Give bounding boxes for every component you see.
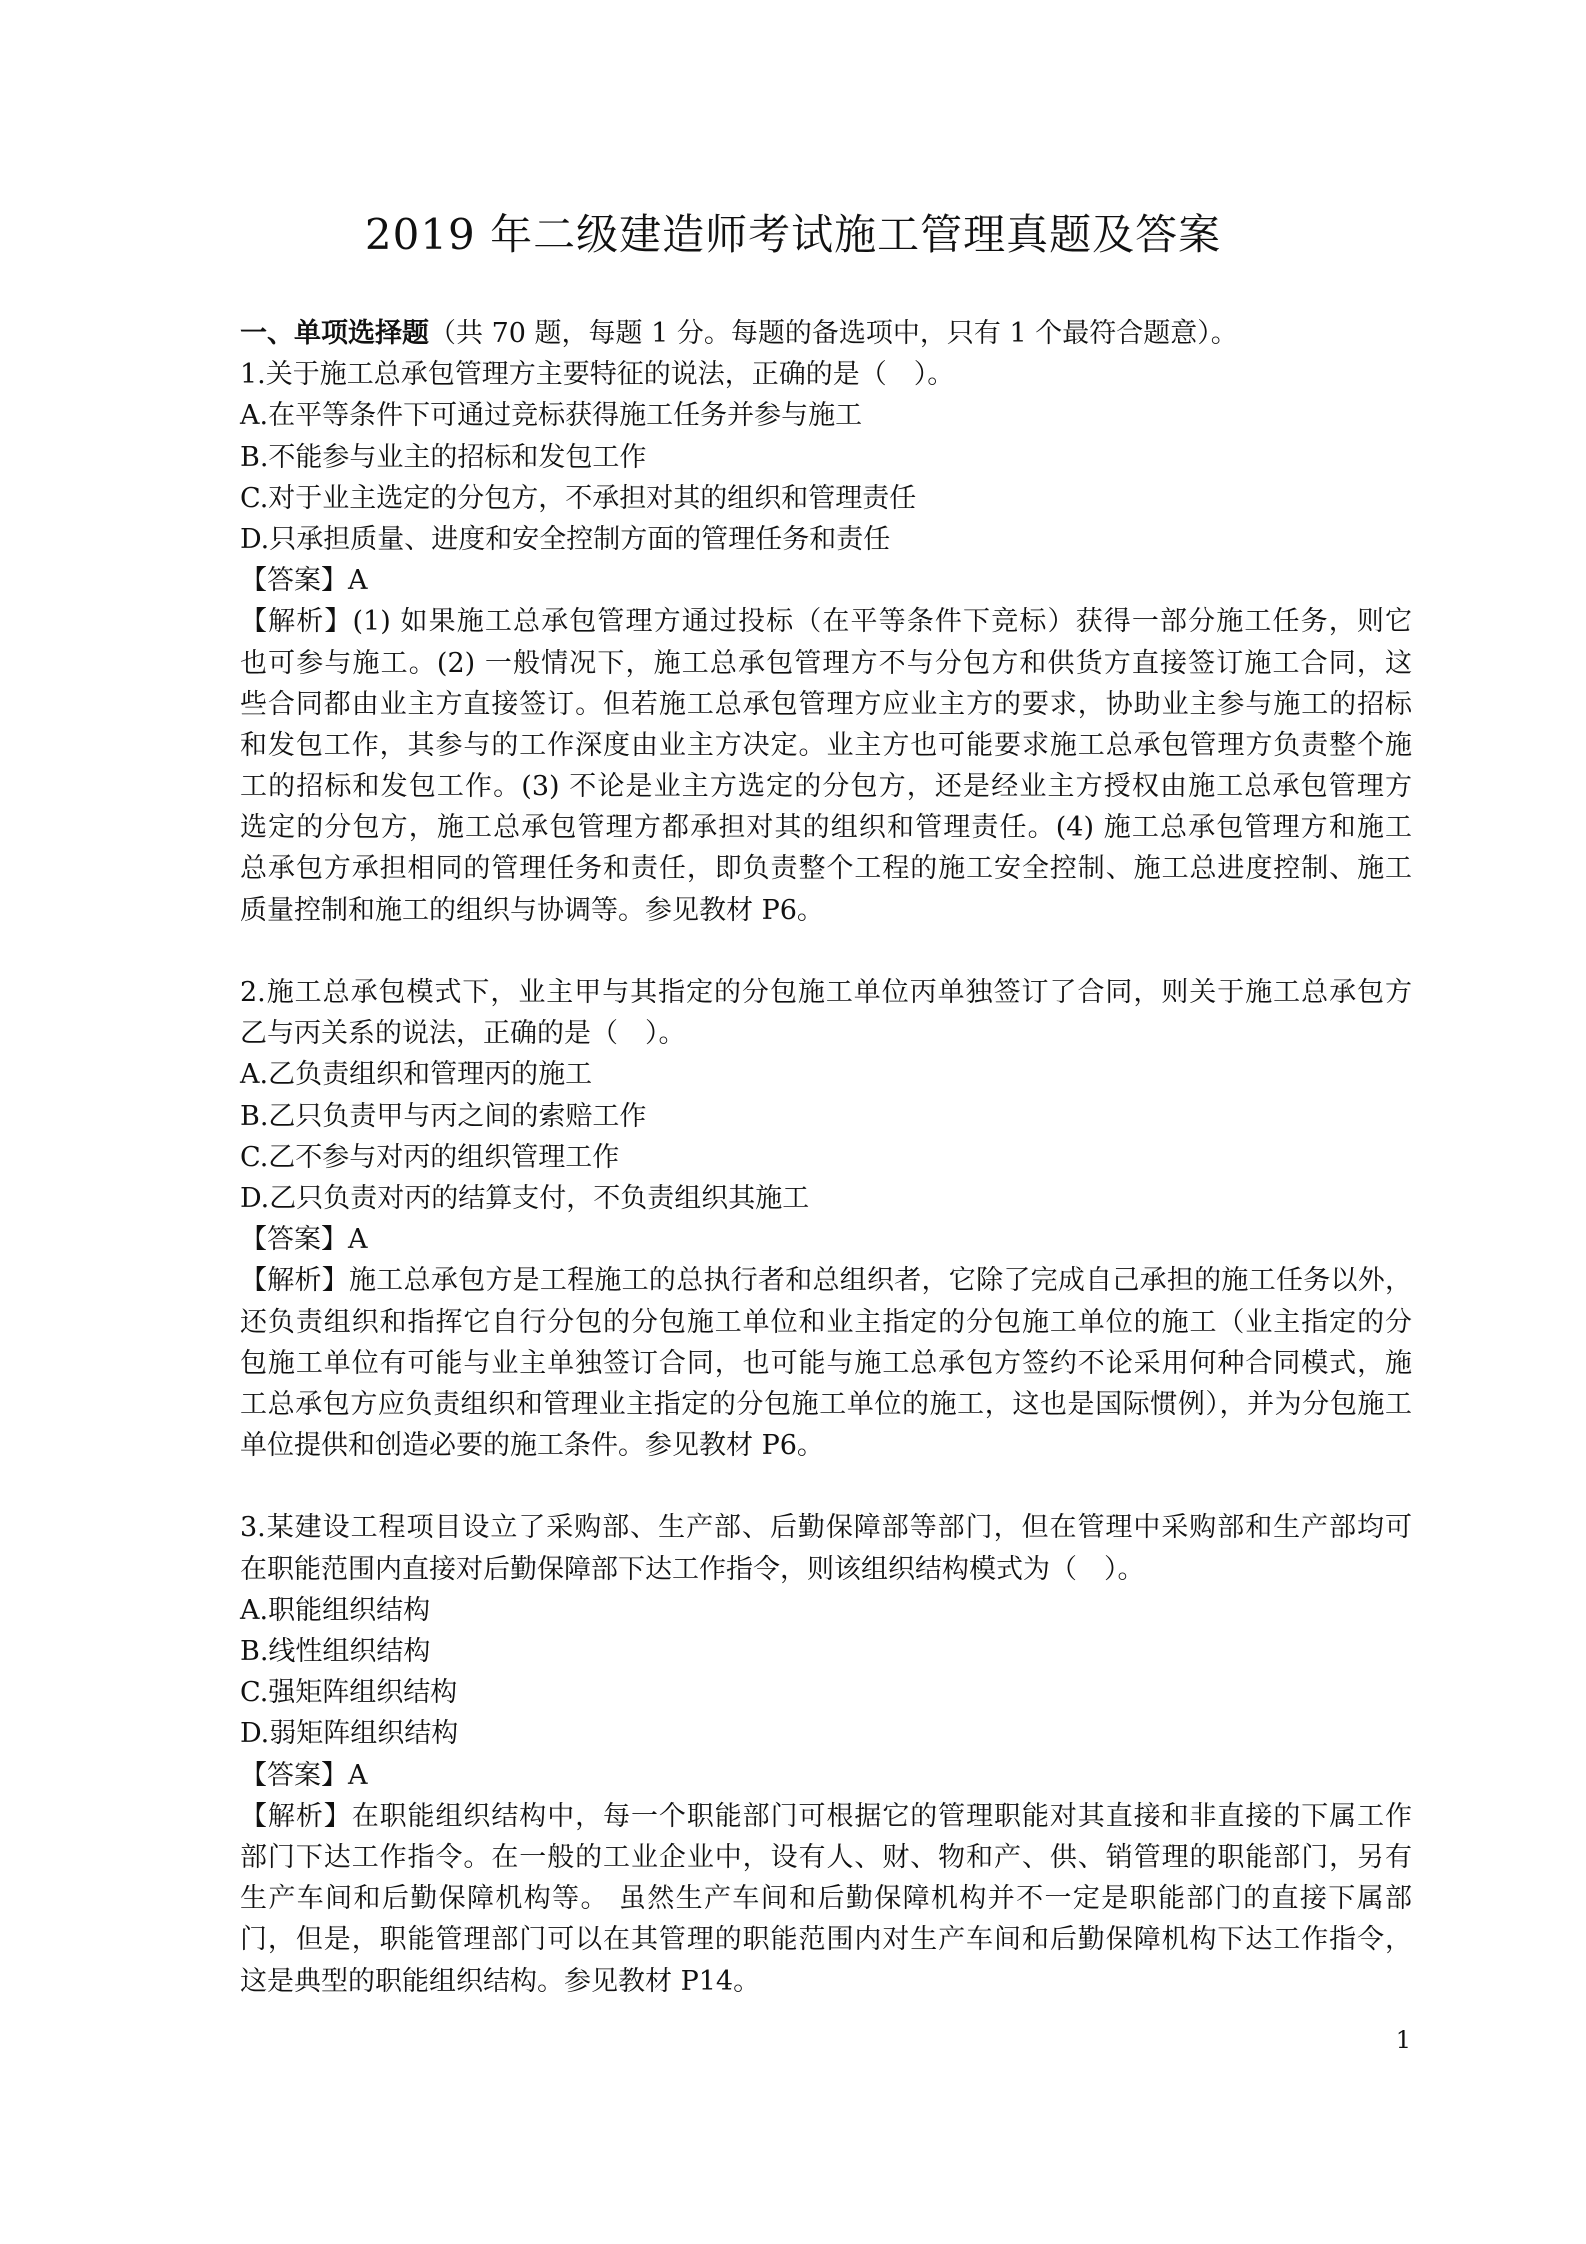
question-stem-line: 3.某建设工程项目设立了采购部、生产部、后勤保障部等部门，但在管理中采购部和生产部均可 [240, 1512, 1412, 1544]
option-d: D.只承担质量、进度和安全控制方面的管理任务和责任 [240, 523, 891, 555]
question-stem-line: 1.关于施工总承包管理方主要特征的说法，正确的是（ ）。 [240, 359, 955, 391]
question-stem-line: 在职能范围内直接对后勤保障部下达工作指令，则该组织结构模式为（ ）。 [240, 1553, 1145, 1585]
option-b: B.不能参与业主的招标和发包工作 [240, 441, 647, 473]
question-stem-line: 乙与丙关系的说法，正确的是（ ）。 [240, 1018, 686, 1050]
analysis-line: 部门下达工作指令。在一般的工业企业中，设有人、财、物和产、供、销管理的职能部门，另有 [240, 1841, 1412, 1873]
page-number: 1 [1395, 2026, 1411, 2054]
section-heading-label: 一、单项选择题 [240, 318, 429, 349]
section-heading [240, 313, 1412, 354]
analysis-line: 和发包工作，其参与的工作深度由业主方决定。业主方也可能要求施工总承包管理方负责整个施 [240, 729, 1412, 761]
answer-line: 【答案】A [240, 1224, 368, 1256]
option-d: D.乙只负责对丙的结算支付，不负责组织其施工 [240, 1182, 810, 1214]
question-2 [240, 972, 1412, 1466]
option-b: B.乙只负责甲与丙之间的索赔工作 [240, 1100, 647, 1132]
option-b: B.线性组织结构 [240, 1636, 431, 1667]
analysis-line: 工总承包方应负责组织和管理业主指定的分包施工单位的施工，这也是国际惯例），并为分包施工 [240, 1388, 1412, 1420]
analysis-line: 选定的分包方，施工总承包管理方都承担对其的组织和管理责任。(4) 施工总承包管理方和施工 [240, 812, 1412, 844]
analysis-line: 【解析】在职能组织结构中，每一个职能部门可根据它的管理职能对其直接和非直接的下属工作 [240, 1800, 1412, 1832]
question-1 [240, 354, 1412, 931]
analysis-line: 还负责组织和指挥它自行分包的分包施工单位和业主指定的分包施工单位的施工（业主指定的分 [240, 1306, 1412, 1338]
analysis-line: 些合同都由业主方直接签订。但若施工总承包管理方应业主方的要求，协助业主参与施工的招标 [240, 688, 1412, 720]
analysis-line: 【解析】施工总承包方是工程施工的总执行者和总组织者，它除了完成自己承担的施工任务以外， [240, 1265, 1412, 1297]
analysis-line: 工的招标和发包工作。(3) 不论是业主方选定的分包方，还是经业主方授权由施工总承包管理方 [240, 771, 1412, 803]
analysis-line: 包施工单位有可能与业主单独签订合同，也可能与施工总承包方签约不论采用何种合同模式，施 [240, 1347, 1412, 1379]
option-c: C.乙不参与对丙的组织管理工作 [240, 1141, 620, 1173]
option-d: D.弱矩阵组织结构 [240, 1718, 459, 1750]
analysis-line: 门，但是，职能管理部门可以在其管理的职能范围内对生产车间和后勤保障机构下达工作指令， [240, 1924, 1412, 1956]
question-3 [240, 1507, 1412, 2001]
analysis-line: 【解析】(1) 如果施工总承包管理方通过投标（在平等条件下竞标）获得一部分施工任务，则它 [240, 606, 1412, 638]
analysis-line: 单位提供和创造必要的施工条件。参见教材 P6。 [240, 1430, 824, 1462]
paragraph-gap [240, 931, 1412, 972]
option-a: A.乙负责组织和管理丙的施工 [240, 1059, 593, 1091]
analysis-line: 这是典型的职能组织结构。参见教材 P14。 [240, 1965, 761, 1997]
answer-line: 【答案】A [240, 565, 368, 597]
section-heading-note: （共 70 题，每题 1 分。每题的备选项中，只有 1 个最符合题意）。 [429, 318, 1238, 349]
option-c: C.对于业主选定的分包方，不承担对其的组织和管理责任 [240, 482, 917, 514]
document-title: 2019 年二级建造师考试施工管理真题及答案 [364, 210, 1222, 259]
question-stem-line: 2.施工总承包模式下，业主甲与其指定的分包施工单位丙单独签订了合同，则关于施工总承包方 [240, 977, 1412, 1008]
answer-line: 【答案】A [240, 1759, 368, 1791]
document-body [240, 313, 1412, 2002]
option-c: C.强矩阵组织结构 [240, 1677, 458, 1709]
paragraph-gap [240, 1466, 1412, 1507]
option-a: A.在平等条件下可通过竞标获得施工任务并参与施工 [240, 400, 863, 432]
analysis-line: 总承包方承担相同的管理任务和责任，即负责整个工程的施工安全控制、施工总进度控制、施工 [240, 853, 1412, 885]
analysis-line: 生产车间和后勤保障机构等。 虽然生产车间和后勤保障机构并不一定是职能部门的直接下属部 [240, 1883, 1412, 1915]
analysis-line: 也可参与施工。(2) 一般情况下，施工总承包管理方不与分包方和供货方直接签订施工合同，这 [240, 647, 1412, 679]
analysis-line: 质量控制和施工的组织与协调等。参见教材 P6。 [240, 894, 824, 926]
option-a: A.职能组织结构 [240, 1594, 431, 1626]
